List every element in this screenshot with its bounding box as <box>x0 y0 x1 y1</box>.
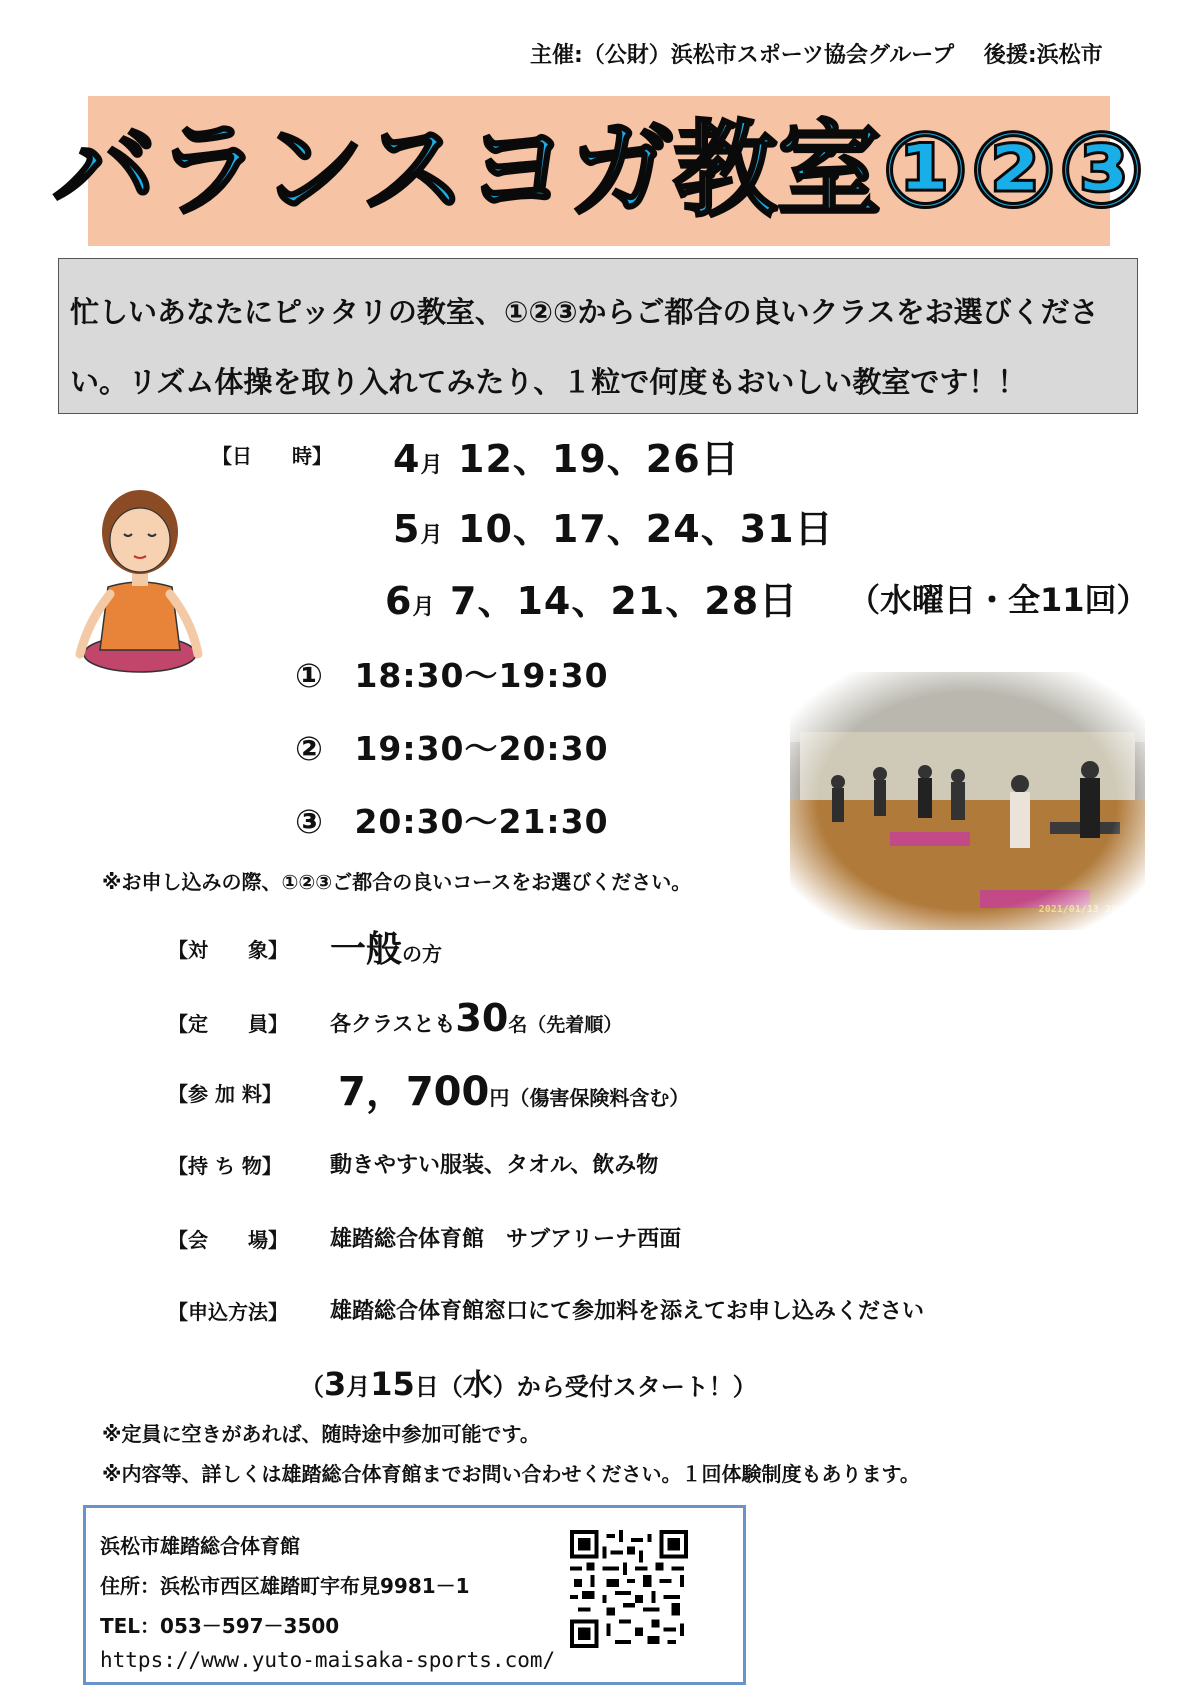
items-label: 【持 ち 物】 <box>168 1154 282 1178</box>
capacity-number: 30 <box>455 996 509 1040</box>
start-rest: ）から受付スタート！） <box>492 1373 757 1401</box>
schedule-april <box>393 428 740 483</box>
start-open: （ <box>300 1373 324 1401</box>
weekday-note: （水曜日・全11回） <box>848 581 1149 619</box>
time-slot-2-number: ② <box>295 729 324 768</box>
venue-label: 【会 場】 <box>168 1228 288 1252</box>
time-slot-1 <box>295 650 609 697</box>
apply-value: 雄踏総合体育館窓口にて参加料を添えてお申し込みください <box>330 1299 925 1324</box>
target-value-small: の方 <box>402 942 443 966</box>
fee-value <box>338 1060 689 1117</box>
time-slot-3-number: ③ <box>295 802 324 841</box>
start-day: 15 <box>370 1365 415 1403</box>
intro-line-1: 忙しいあなたにピッタリの教室、①②③からご都合の良いクラスをお選びくださ <box>70 295 1099 329</box>
time-slot-2 <box>295 723 609 770</box>
june-days: 7、14、21、28日 <box>450 579 799 623</box>
april-month: 4 <box>393 437 421 481</box>
target-value <box>330 921 442 972</box>
page-title <box>52 96 1146 246</box>
intro-line-2: い。リズム体操を取り入れてみたり、１粒で何度もおいしい教室です！！ <box>70 365 1027 399</box>
gym-class-photo <box>790 672 1145 930</box>
fee-unit: 円（傷害保険料含む） <box>489 1086 690 1110</box>
april-days: 12、19、26日 <box>458 437 740 481</box>
april-month-unit: 月 <box>420 453 443 478</box>
target-label: 【対 象】 <box>168 938 288 962</box>
time-slot-1-number: ① <box>295 656 324 695</box>
fee-label: 【参 加 料】 <box>168 1082 282 1106</box>
contact-address: 住所：浜松市西区雄踏町宇布見9981－1 <box>100 1574 470 1598</box>
contact-url[interactable]: https://www.yuto-maisaka-sports.com/ <box>100 1648 556 1672</box>
target-value-big: 一般 <box>330 929 403 970</box>
schedule-label: 【日 時】 <box>212 444 332 468</box>
capacity-value <box>330 996 622 1040</box>
start-month-unit: 月 <box>346 1373 371 1401</box>
fee-amount: 7，700 <box>338 1069 490 1115</box>
capacity-label: 【定 員】 <box>168 1012 288 1036</box>
start-month: 3 <box>324 1365 347 1403</box>
may-month: 5 <box>393 507 421 551</box>
items-value: 動きやすい服装、タオル、飲み物 <box>330 1153 659 1178</box>
schedule-may <box>393 498 834 553</box>
june-month-unit: 月 <box>412 595 435 620</box>
qr-code[interactable] <box>570 1530 688 1648</box>
organizer-text: 主催:（公財）浜松市スポーツ協会グループ 後援:浜松市 <box>530 43 1103 68</box>
schedule-june <box>385 570 798 625</box>
contact-name: 浜松市雄踏総合体育館 <box>100 1534 300 1558</box>
capacity-unit: 名（先着順） <box>508 1014 623 1036</box>
june-month: 6 <box>385 579 413 623</box>
time-slot-3-range: 20:30～21:30 <box>354 802 609 841</box>
registration-start <box>300 1360 757 1404</box>
may-days: 10、17、24、31日 <box>458 507 834 551</box>
title-text: バランスヨガ教室①②③ <box>52 109 1146 231</box>
may-month-unit: 月 <box>420 523 443 548</box>
start-weekday: 水 <box>462 1368 493 1403</box>
title-banner <box>52 96 1146 246</box>
time-slot-2-range: 19:30～20:30 <box>354 729 609 768</box>
note-2: ※内容等、詳しくは雄踏総合体育館までお問い合わせください。１回体験制度もあります。 <box>102 1462 920 1486</box>
course-note: ※お申し込みの際、①②③ご都合の良いコースをお選びください。 <box>102 870 692 894</box>
yoga-woman-illustration <box>68 482 208 680</box>
note-1: ※定員に空きがあれば、随時途中参加可能です。 <box>102 1422 540 1446</box>
time-slot-1-range: 18:30～19:30 <box>354 656 609 695</box>
contact-tel: TEL：053－597－3500 <box>100 1614 340 1638</box>
apply-label: 【申込方法】 <box>168 1300 288 1324</box>
capacity-prefix: 各クラスとも <box>330 1012 456 1036</box>
start-day-unit: 日（ <box>414 1373 463 1401</box>
venue-value: 雄踏総合体育館 サブアリーナ西面 <box>330 1227 682 1252</box>
time-slot-3 <box>295 796 609 843</box>
